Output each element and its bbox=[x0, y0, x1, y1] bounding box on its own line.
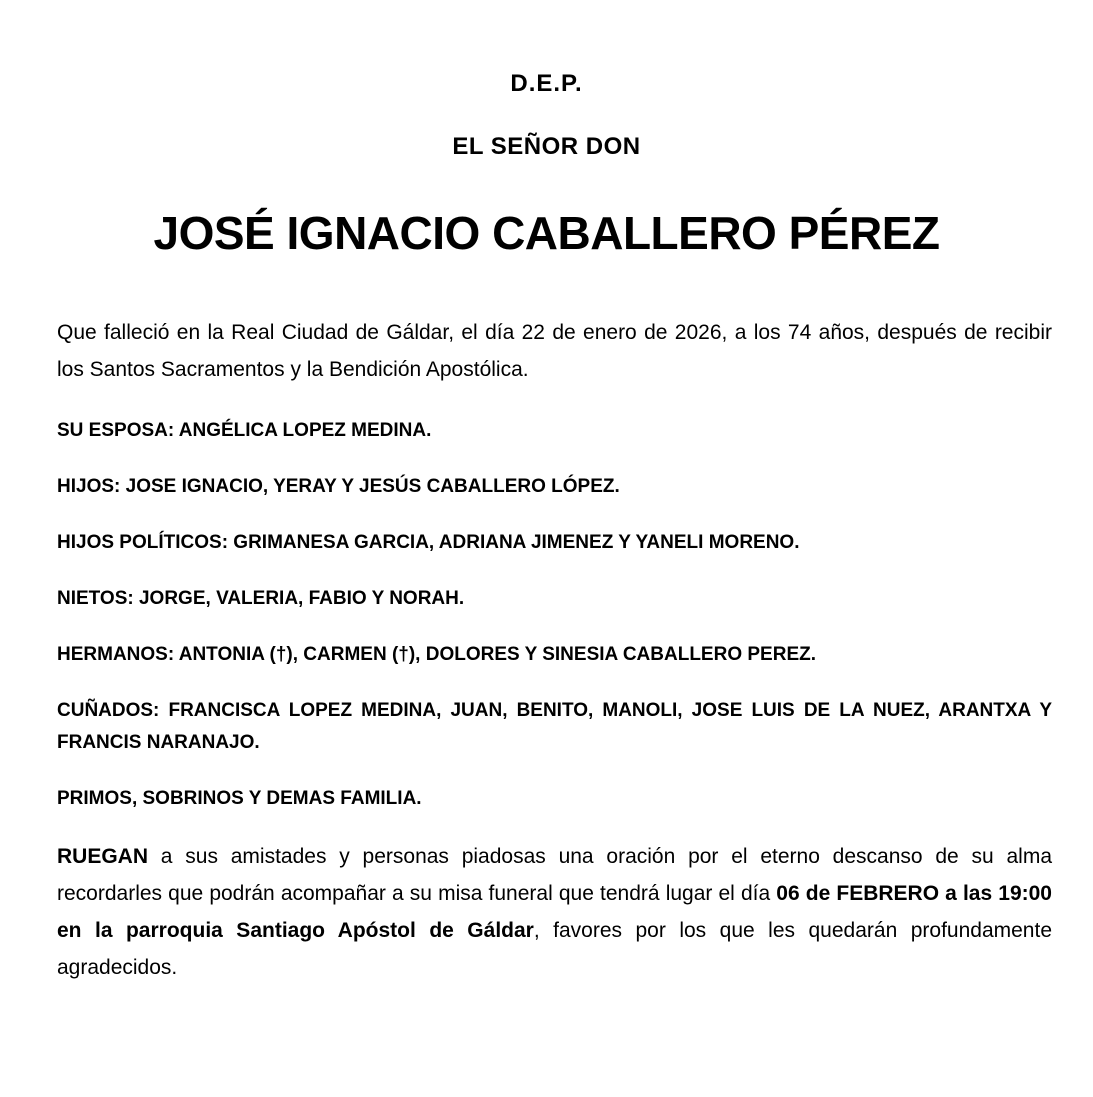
title-heading: EL SEÑOR DON bbox=[452, 133, 641, 160]
event-details: 06 de FEBRERO a las 19:00 en la parroquia Santiago Apóstol de Gáldar bbox=[57, 882, 1052, 942]
ruegan-word: RUEGAN bbox=[57, 845, 149, 868]
intro-paragraph: Que falleció en la Real Ciudad de Gáldar, el día 22 de enero de 2026, a los 74 años, después de recibir los Santos Sacramentos y la Bendición Apostólica. bbox=[57, 321, 1052, 381]
family-esposa: SU ESPOSA: ANGÉLICA LOPEZ MEDINA. bbox=[57, 420, 432, 441]
deceased-name: JOSÉ IGNACIO CABALLERO PÉREZ bbox=[153, 207, 940, 259]
family-hijos: HIJOS: JOSE IGNACIO, YERAY Y JESÚS CABALLERO LÓPEZ. bbox=[57, 476, 620, 497]
family-primos: PRIMOS, SOBRINOS Y DEMAS FAMILIA. bbox=[57, 788, 422, 809]
family-hijos-politicos: HIJOS POLÍTICOS: GRIMANESA GARCIA, ADRIANA JIMENEZ Y YANELI MORENO. bbox=[57, 532, 800, 553]
closing-text-2: , favores por los que les quedarán profundamente agradecidos. bbox=[57, 919, 1052, 979]
dep-heading: D.E.P. bbox=[510, 70, 583, 97]
family-cunados: CUÑADOS: FRANCISCA LOPEZ MEDINA, JUAN, BENITO, MANOLI, JOSE LUIS DE LA NUEZ, ARANTXA Y FRANCIS NARANAJO. bbox=[57, 700, 1052, 753]
closing-text-1: a sus amistades y personas piadosas una oración por el eterno descanso de su alma recordarles que podrán acompañar a su misa funeral que tendrá lugar el día bbox=[57, 845, 1052, 905]
family-nietos: NIETOS: JORGE, VALERIA, FABIO Y NORAH. bbox=[57, 588, 465, 609]
family-hermanos: HERMANOS: ANTONIA (†), CARMEN (†), DOLORES Y SINESIA CABALLERO PEREZ. bbox=[57, 644, 816, 665]
closing-paragraph bbox=[57, 838, 1052, 986]
